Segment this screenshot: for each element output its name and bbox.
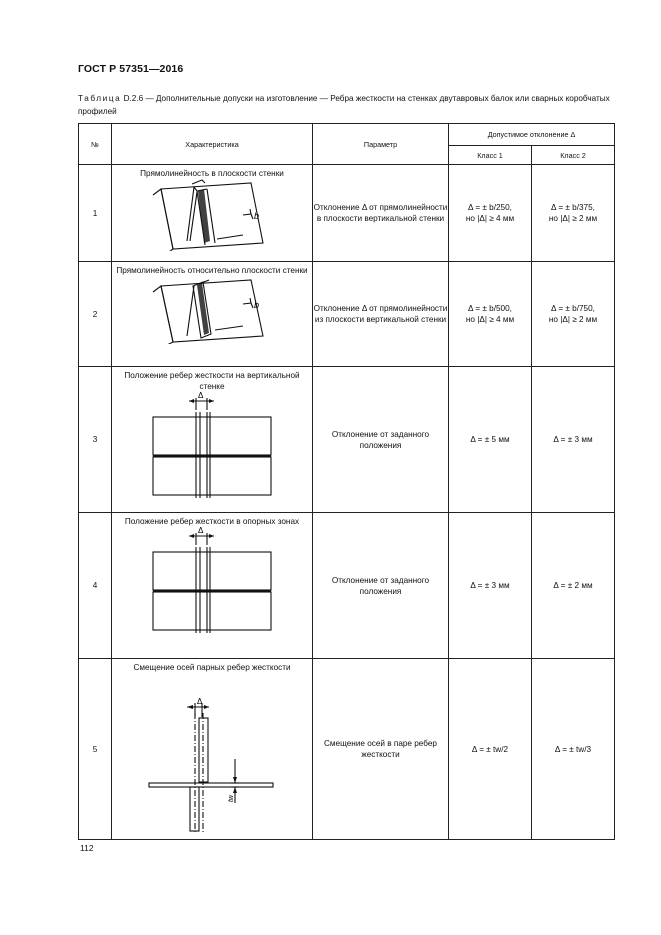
- label-tw: tw: [228, 795, 235, 802]
- table-row: [79, 165, 615, 262]
- class2-cell: [532, 165, 615, 262]
- class1-cell: [449, 165, 532, 262]
- characteristic-title: Прямолинейность в плоскости стенки: [140, 169, 284, 178]
- caption-text: D.2.6 — Дополнительные допуски на изготовление — Ребра жесткости на стенках двутавровых балок или сварных коробчатых профилей: [78, 94, 610, 116]
- class2-cell: Δ = ± tw/3: [532, 659, 615, 840]
- characteristic-title: Положение ребер жесткости в опорных зонах: [124, 517, 300, 526]
- header-parameter: Параметр: [313, 124, 449, 165]
- characteristic-cell: [112, 165, 313, 262]
- class2-cell: Δ = ± 3 мм: [532, 367, 615, 513]
- class1-cell: Δ = ± tw/2: [449, 659, 532, 840]
- parameter-cell: Отклонение Δ от прямолинейности в плоскости вертикальной стенки: [313, 165, 449, 262]
- table-caption: [78, 93, 618, 118]
- support-stiffener-figure: [147, 527, 277, 637]
- page-number: 112: [80, 843, 94, 853]
- class1-limit: но |Δ| ≥ 4 мм: [465, 214, 515, 223]
- table-row: [79, 513, 615, 659]
- label-b: b: [254, 211, 260, 221]
- class2-formula: Δ = ± b/750,: [551, 304, 595, 313]
- header-no: №: [79, 124, 112, 165]
- class1-cell: Δ = ± 3 мм: [449, 513, 532, 659]
- caption-label: Таблица: [78, 94, 122, 103]
- label-delta: Δ: [198, 392, 204, 400]
- characteristic-cell: [112, 513, 313, 659]
- characteristic-title: Прямолинейность относительно плоскости стенки: [116, 266, 308, 275]
- class1-formula: Δ = ± b/500,: [468, 304, 512, 313]
- characteristic-title: Смещение осей парных ребер жесткости: [133, 663, 291, 672]
- standard-code: ГОСТ Р 57351—2016: [78, 63, 184, 75]
- label-delta: Δ: [197, 697, 203, 706]
- row-number: 4: [79, 513, 112, 659]
- parameter-cell: Отклонение от заданного положения: [313, 367, 449, 513]
- parameter-cell: Смещение осей в паре ребер жесткости: [313, 659, 449, 840]
- table-row: [79, 659, 615, 840]
- stiffener-inplane-figure: [147, 179, 277, 251]
- class1-cell: Δ = ± 5 мм: [449, 367, 532, 513]
- header-class2: Класс 2: [532, 146, 615, 165]
- characteristic-cell: [112, 262, 313, 367]
- class2-cell: Δ = ± 2 мм: [532, 513, 615, 659]
- row-number: 3: [79, 367, 112, 513]
- class2-limit: но |Δ| ≥ 2 мм: [548, 315, 598, 324]
- row-number: 2: [79, 262, 112, 367]
- row-number: 5: [79, 659, 112, 840]
- class2-limit: но |Δ| ≥ 2 мм: [548, 214, 598, 223]
- paired-stiffener-offset-figure: [147, 673, 277, 833]
- class2-formula: Δ = ± b/375,: [551, 203, 595, 212]
- parameter-cell: Отклонение от заданного положения: [313, 513, 449, 659]
- parameter-cell: Отклонение Δ от прямолинейности из плоскости вертикальной стенки: [313, 262, 449, 367]
- class1-formula: Δ = ± b/250,: [468, 203, 512, 212]
- characteristic-cell: [112, 367, 313, 513]
- characteristic-title: Положение ребер жесткости на вертикальной стенке: [124, 371, 300, 391]
- table-row: [79, 262, 615, 367]
- header-class1: Класс 1: [449, 146, 532, 165]
- stiffener-outofplane-figure: [147, 276, 277, 344]
- row-number: 1: [79, 165, 112, 262]
- label-delta: Δ: [198, 527, 204, 535]
- header-characteristic: Характеристика: [112, 124, 313, 165]
- class1-limit: но |Δ| ≥ 4 мм: [465, 315, 515, 324]
- label-b: b: [254, 300, 260, 310]
- table-row: [79, 367, 615, 513]
- tolerance-table: [78, 123, 615, 840]
- characteristic-cell: [112, 659, 313, 840]
- stiffener-position-figure: [147, 392, 277, 502]
- class1-cell: [449, 262, 532, 367]
- class2-cell: [532, 262, 615, 367]
- header-tolerance: Допустимое отклонение Δ: [449, 124, 615, 146]
